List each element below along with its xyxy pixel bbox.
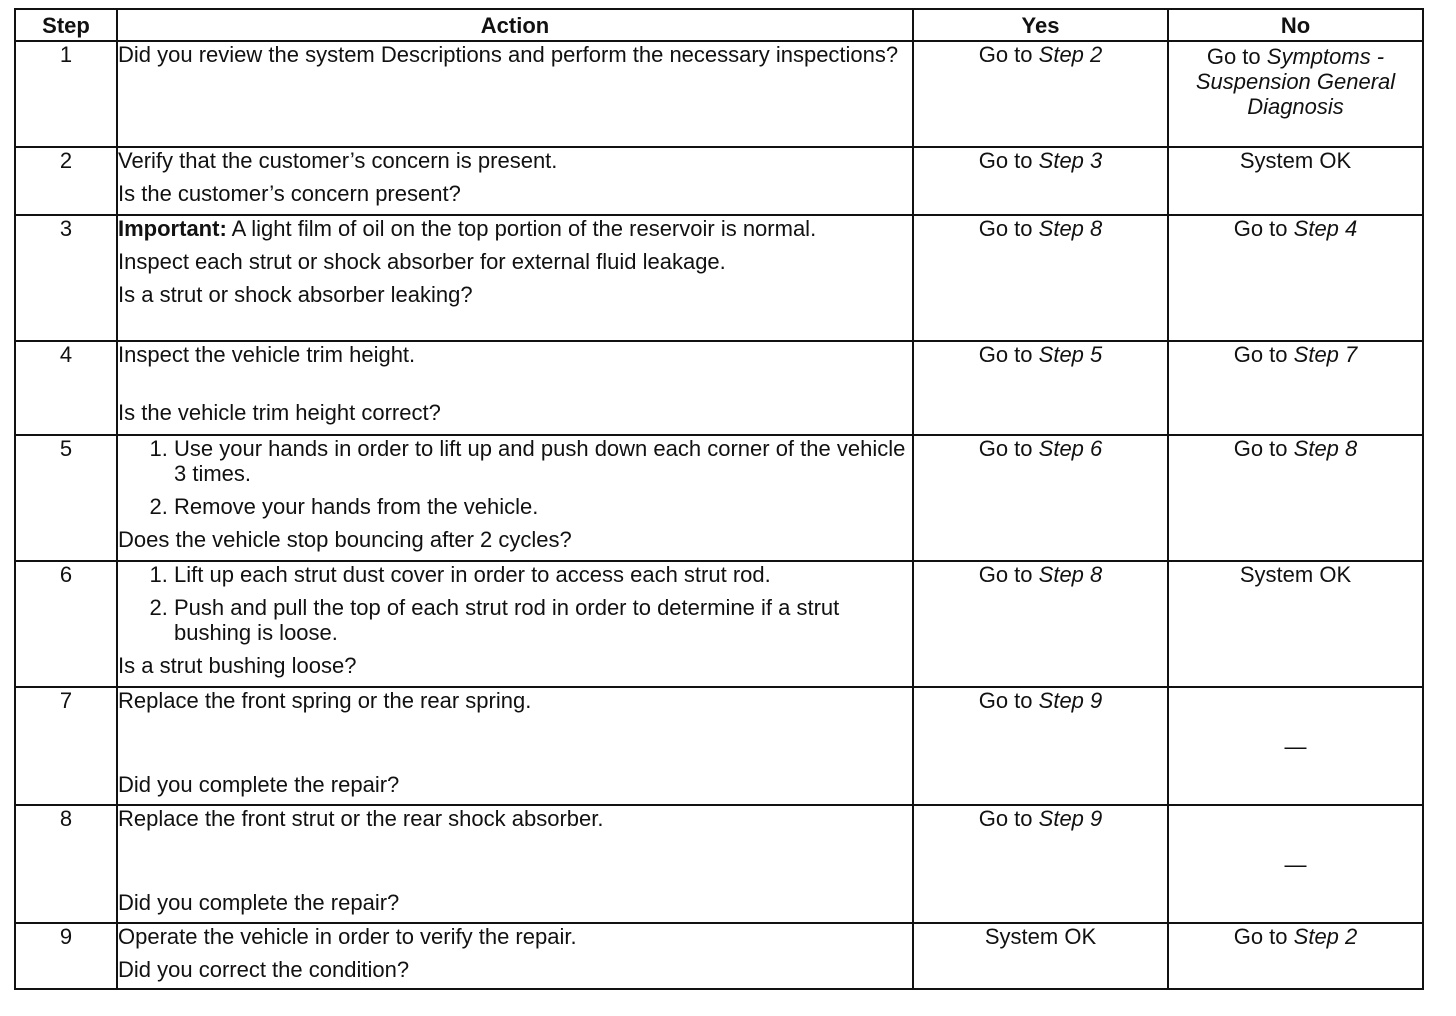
action-question: Did you complete the repair?	[118, 890, 400, 915]
action-cell	[117, 687, 913, 805]
go-to-label: Go to	[1233, 216, 1288, 241]
step-number: 3	[15, 215, 117, 341]
action-text: Inspect the vehicle trim height.	[118, 342, 416, 367]
header-yes: Yes	[913, 9, 1168, 41]
yes-step-ref: Step 8	[1038, 562, 1103, 587]
yes-cell	[913, 41, 1168, 147]
yes-cell	[913, 561, 1168, 687]
action-question: Did you complete the repair?	[118, 772, 400, 797]
list-item: 1. Lift up each strut dust cover in order to access each strut rod.	[174, 562, 912, 587]
go-to-label: Go to	[978, 436, 1033, 461]
yes-step-ref: Step 2	[1038, 42, 1103, 67]
step-number: 2	[15, 147, 117, 215]
yes-cell	[913, 687, 1168, 805]
important-note	[118, 216, 912, 241]
no-step-ref: Step 2	[1293, 924, 1358, 949]
no-step-ref: Step 4	[1293, 216, 1358, 241]
yes-cell	[913, 341, 1168, 435]
go-to-label: Go to	[1233, 924, 1288, 949]
action-text: Operate the vehicle in order to verify the repair.	[118, 924, 577, 949]
no-result-dash: —	[1284, 851, 1307, 877]
action-text: Replace the front spring or the rear spring.	[118, 688, 532, 713]
no-cell	[1168, 805, 1423, 923]
yes-step-ref: Step 5	[1038, 342, 1103, 367]
important-label: Important:	[118, 216, 227, 241]
no-cell	[1168, 341, 1423, 435]
go-to-label: Go to	[978, 806, 1033, 831]
no-result: System OK	[1239, 562, 1352, 587]
action-cell	[117, 923, 913, 989]
action-question: Is the vehicle trim height correct?	[118, 400, 441, 425]
no-cell	[1168, 561, 1423, 687]
table-row	[15, 923, 1423, 989]
action-question: Is a strut or shock absorber leaking?	[118, 282, 473, 307]
yes-result: System OK	[984, 924, 1097, 949]
go-to-label: Go to	[1233, 436, 1288, 461]
step-number: 1	[15, 41, 117, 147]
go-to-label: Go to	[978, 148, 1033, 173]
action-text: Replace the front strut or the rear shock absorber.	[118, 806, 604, 831]
no-cell	[1168, 435, 1423, 561]
go-to-label: Go to	[978, 42, 1033, 67]
action-cell	[117, 147, 913, 215]
yes-step-ref: Step 3	[1038, 148, 1103, 173]
step-number: 9	[15, 923, 117, 989]
action-cell	[117, 41, 913, 147]
list-item: 1. Use your hands in order to lift up and push down each corner of the vehicle 3 times.	[174, 436, 912, 486]
no-result-dash: —	[1284, 733, 1307, 759]
action-cell	[117, 341, 913, 435]
yes-cell	[913, 147, 1168, 215]
table-row	[15, 341, 1423, 435]
no-cell	[1168, 215, 1423, 341]
no-step-ref: Step 8	[1293, 436, 1358, 461]
no-cell	[1168, 923, 1423, 989]
action-text: Inspect each strut or shock absorber for external fluid leakage.	[118, 249, 726, 274]
table-row	[15, 805, 1423, 923]
go-to-label: Go to	[1233, 342, 1288, 367]
no-ref: Symptoms - Suspension General Diagnosis	[1195, 44, 1396, 119]
step-number: 5	[15, 435, 117, 561]
step-number: 8	[15, 805, 117, 923]
header-step: Step	[15, 9, 117, 41]
yes-step-ref: Step 9	[1038, 806, 1103, 831]
action-question: Does the vehicle stop bouncing after 2 cycles?	[118, 527, 572, 552]
table-row	[15, 561, 1423, 687]
diagnostic-table	[14, 8, 1424, 990]
go-to-label: Go to	[1206, 44, 1261, 69]
table-row	[15, 41, 1423, 147]
no-cell	[1168, 687, 1423, 805]
no-step-ref: Step 7	[1293, 342, 1358, 367]
go-to-label: Go to	[978, 562, 1033, 587]
step-number: 6	[15, 561, 117, 687]
table-row	[15, 147, 1423, 215]
step-number: 4	[15, 341, 117, 435]
action-steps-list	[118, 436, 912, 519]
no-cell	[1168, 41, 1423, 147]
go-to-label: Go to	[978, 342, 1033, 367]
yes-step-ref: Step 8	[1038, 216, 1103, 241]
yes-cell	[913, 435, 1168, 561]
no-cell	[1168, 147, 1423, 215]
action-text: Did you review the system Descriptions and perform the necessary inspections?	[118, 42, 899, 67]
action-question: Is the customer’s concern present?	[118, 181, 461, 206]
go-to-label: Go to	[978, 688, 1033, 713]
action-text: Verify that the customer’s concern is present.	[118, 148, 558, 173]
action-steps-list	[118, 562, 912, 645]
action-question: Did you correct the condition?	[118, 957, 410, 982]
no-result: System OK	[1239, 148, 1352, 173]
action-cell	[117, 215, 913, 341]
table-row	[15, 435, 1423, 561]
action-cell	[117, 561, 913, 687]
yes-cell	[913, 215, 1168, 341]
yes-cell	[913, 805, 1168, 923]
go-to-label: Go to	[978, 216, 1033, 241]
yes-step-ref: Step 9	[1038, 688, 1103, 713]
yes-step-ref: Step 6	[1038, 436, 1103, 461]
table-row	[15, 687, 1423, 805]
action-question: Is a strut bushing loose?	[118, 653, 357, 678]
header-row	[15, 9, 1423, 41]
list-item: 2. Remove your hands from the vehicle.	[174, 494, 912, 519]
header-no: No	[1168, 9, 1423, 41]
table-row	[15, 215, 1423, 341]
action-cell	[117, 805, 913, 923]
header-action: Action	[117, 9, 913, 41]
action-cell	[117, 435, 913, 561]
list-item: 2. Push and pull the top of each strut rod in order to determine if a strut bushing is loose.	[174, 595, 912, 645]
important-text: A light film of oil on the top portion of the reservoir is normal.	[231, 216, 817, 241]
step-number: 7	[15, 687, 117, 805]
yes-cell	[913, 923, 1168, 989]
